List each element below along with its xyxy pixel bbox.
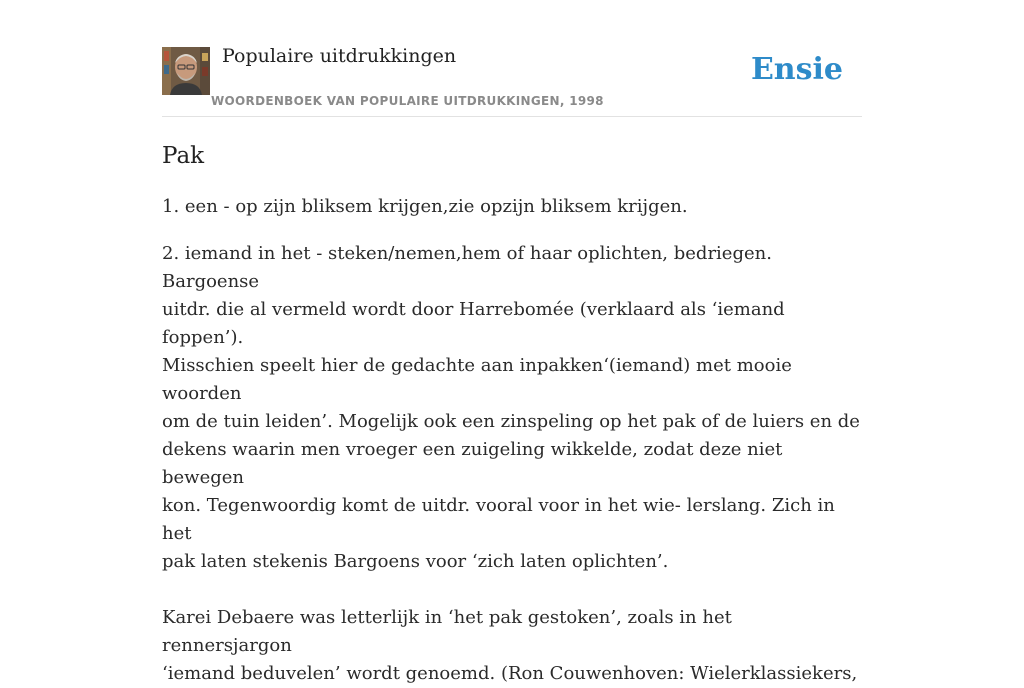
source-title[interactable]: Populaire uitdrukkingen xyxy=(222,45,457,67)
content-container xyxy=(162,0,862,688)
definition-1: 1. een - op zijn bliksem krijgen,zie opzijn bliksem krijgen. xyxy=(162,196,688,217)
author-portrait-icon xyxy=(162,47,210,95)
brand-logo[interactable]: Ensie xyxy=(750,52,843,87)
author-avatar[interactable] xyxy=(162,47,210,95)
entry-title: Pak xyxy=(162,143,205,169)
header xyxy=(162,0,862,117)
definition-2: 2. iemand in het - steken/nemen,hem of haar oplichten, bedriegen. Bargoense uitdr. die al vermeld wordt door Harrebomée (verklaard als ‘iemand foppen’). Misschien speelt hier de gedachte aan inpakken‘(iemand) met mooie woorden om de tuin leiden’. Mogelijk ook een zinspeling op het pak of de luiers en de dekens waarin men vroeger een zuigeling wikkelde, zodat deze niet bewegen kon. Tegenwoordig komt de uitdr. vooral voor in het wie- lerslang. Zich in het pak laten stekenis Bargoens voor ‘zich laten oplichten’. Karei Debaere was letterlijk in ‘het pak gestoken’, zoals in het rennersjargon ‘iemand beduvelen’ wordt genoemd. (Ron Couwenhoven: Wielerklassiekers, xyxy=(162,243,860,684)
source-subtitle: WOORDENBOEK VAN POPULAIRE UITDRUKKINGEN, 1998 xyxy=(211,94,604,108)
